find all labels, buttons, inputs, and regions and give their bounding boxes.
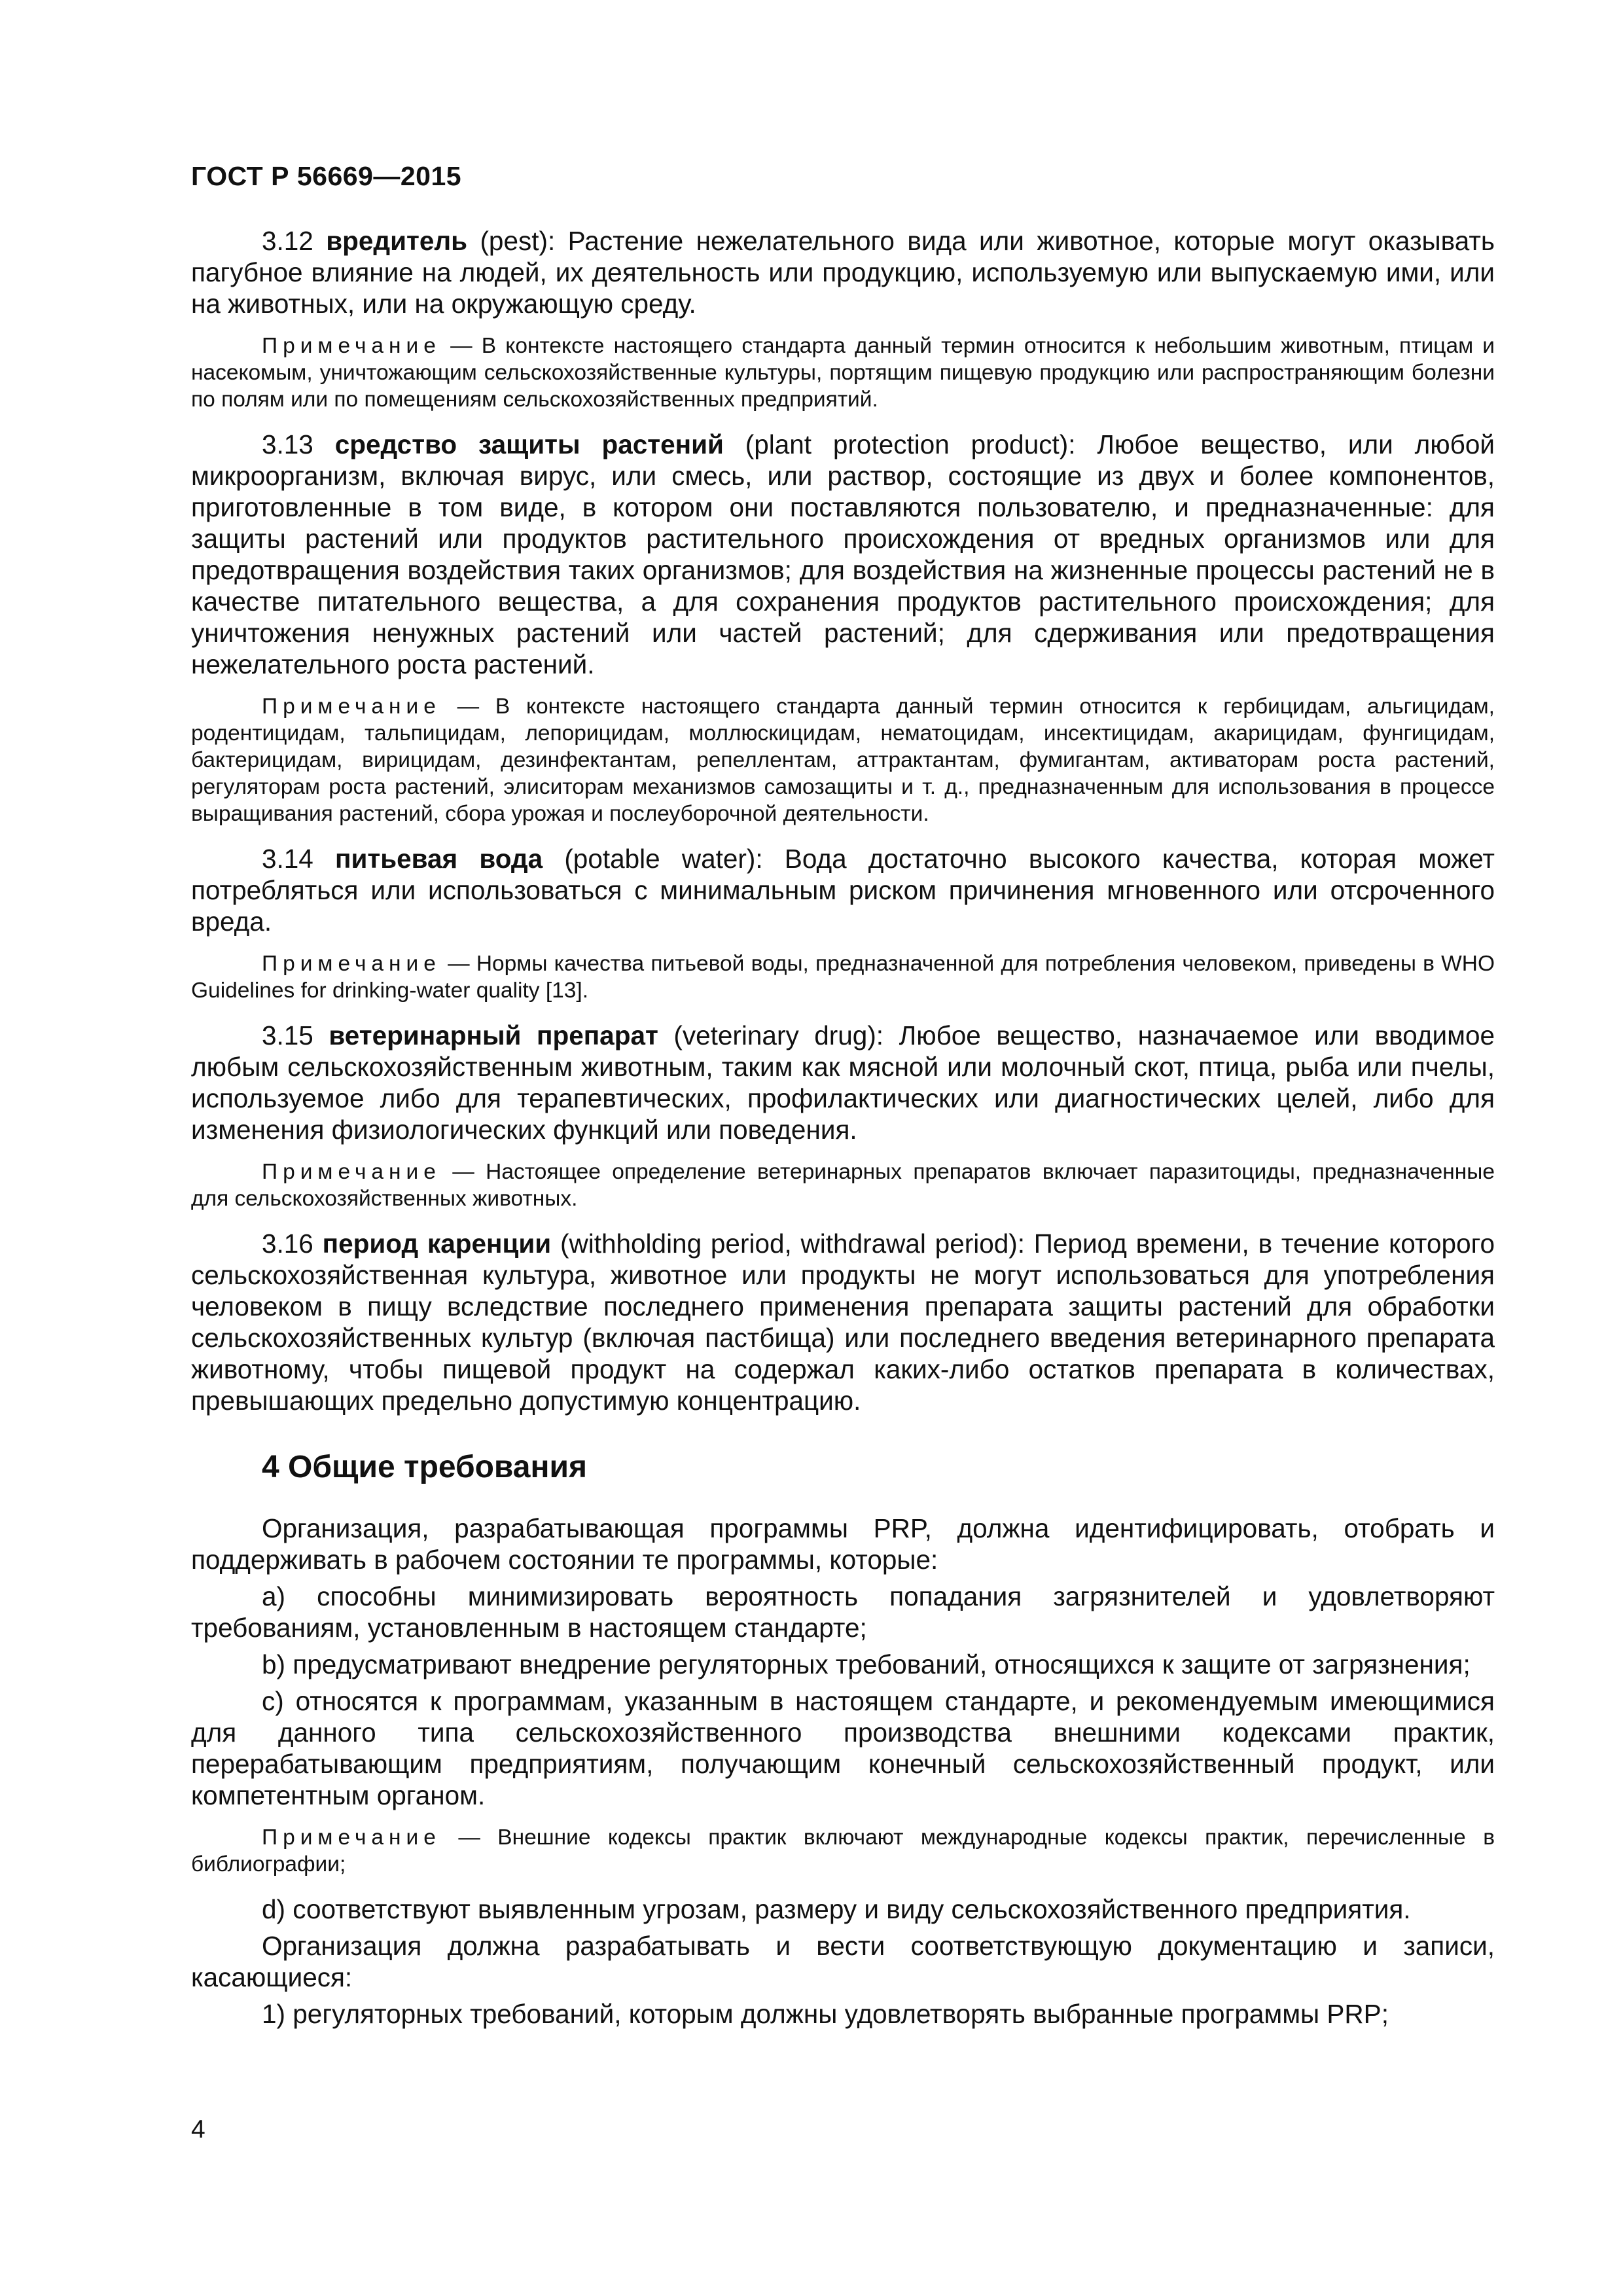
list-item-a <box>191 1581 1495 1643</box>
note-text: — Внешние кодексы практик включают международные кодексы практик, перечисленные в библиографии; <box>191 1825 1495 1876</box>
note-3-13 <box>191 693 1495 827</box>
list-item-text: предусматривают внедрение регуляторных требований, относящихся к защите от загрязнения; <box>293 1649 1471 1679</box>
term-number: 3.15 <box>262 1020 313 1050</box>
note-label: Примечание <box>262 694 441 719</box>
note-3-12 <box>191 332 1495 413</box>
term-definition-3-12 <box>191 225 1495 319</box>
list-item-1 <box>191 1998 1495 2030</box>
term-number: 3.12 <box>262 226 313 256</box>
document-body <box>191 225 1495 2035</box>
note-text: — В контексте настоящего стандарта данный термин относится к гербицидам, альгицидам, родентицидам, тальпицидам, лепорицидам, моллюскицидам, нематоцидам, инсектицидам, акарицидам, фунгицидам, бактерицидам, вирицидам, дезинфектантам, репеллентам, аттрактантам, фумигантам, активаторам роста растений, регуляторам роста растений, элиситорам механизмов самозащиты и т. д., предназначенным для использования в процессе выращивания растений, сбора урожая и послеуборочной деятельности. <box>191 694 1495 826</box>
note-3-15 <box>191 1158 1495 1212</box>
term-name: средство защиты растений <box>334 429 724 459</box>
term-text: (pest): Растение нежелательного вида или животное, которые могут оказывать пагубное влияние на людей, их деятельность или продукцию, используемую или выпускаемую ими, или на животных, или на окружающую среду. <box>191 226 1495 319</box>
term-text: (plant protection product): Любое вещество, или любой микроорганизм, включая вирус, или смесь, или раствор, состоящие из двух и более компонентов, приготовленные в том виде, в котором они поставляются пользователю, и предназначенные: для защиты растений или продуктов растительного происхождения от вредных организмов или для предотвращения воздействия таких организмов; для воздействия на жизненные процессы растений не в качестве питательного вещества, а для сохранения продуктов растительного происхождения; для уничтожения ненужных растений или частей растений; для сдерживания или предотвращения нежелательного роста растений. <box>191 429 1495 679</box>
term-definition-3-13 <box>191 429 1495 680</box>
term-definition-3-15 <box>191 1020 1495 1145</box>
note-label: Примечание <box>262 1160 441 1184</box>
note-section-4 <box>191 1824 1495 1878</box>
term-text: (withholding period, withdrawal period): Период времени, в течение которого сельскохозяйственная культура, животное или продукты не могут использоваться для употребления человеком в пищу вследствие последнего применения препарата защиты растений для обработки сельскохозяйственных культур (включая пастбища) или последнего введения ветеринарного препарата животному, чтобы пищевой продукт на содержал каких-либо остатков препарата в количествах, превышающих предельно допустимую концентрацию. <box>191 1229 1495 1416</box>
term-name: вредитель <box>326 226 468 256</box>
note-label: Примечание <box>262 334 441 358</box>
document-header: ГОСТ Р 56669—2015 <box>191 161 462 191</box>
page-number: 4 <box>191 2115 205 2144</box>
section-intro: Организация, разрабатывающая программы PRP, должна идентифицировать, отобрать и поддерживать в рабочем состоянии те программы, которые: <box>191 1513 1495 1575</box>
list-marker: c) <box>262 1686 284 1716</box>
note-3-14 <box>191 950 1495 1004</box>
list-item-text: способны минимизировать вероятность попадания загрязнителей и удовлетворяют требованиям, установленным в настоящем стандарте; <box>191 1581 1495 1643</box>
list-item-c <box>191 1685 1495 1811</box>
note-label: Примечание <box>262 1825 441 1850</box>
list-marker: 1) <box>262 1999 286 2029</box>
term-text: (potable water): Вода достаточно высокого качества, которая может потребляться или использоваться с минимальным риском причинения мгновенного или отсроченного вреда. <box>191 844 1495 937</box>
term-number: 3.13 <box>262 429 313 459</box>
term-number: 3.14 <box>262 844 313 874</box>
note-text: — Настоящее определение ветеринарных препаратов включает паразитоциды, предназначенные для сельскохозяйственных животных. <box>191 1160 1495 1211</box>
term-name: период каренции <box>322 1229 552 1259</box>
section-title: 4 Общие требования <box>262 1450 587 1484</box>
list-item-text: соответствуют выявленным угрозам, размеру и виду сельскохозяйственного предприятия. <box>293 1894 1411 1924</box>
term-definition-3-16 <box>191 1228 1495 1416</box>
list-marker: a) <box>262 1581 286 1611</box>
note-label: Примечание <box>262 952 441 976</box>
list-item-d <box>191 1893 1495 1925</box>
term-name: ветеринарный препарат <box>329 1020 658 1050</box>
list-item-text: регуляторных требований, которым должны удовлетворять выбранные программы PRP; <box>293 1999 1389 2029</box>
note-text: — Нормы качества питьевой воды, предназначенной для потребления человеком, приведены в WHO Guidelines for drinking-water quality [13]. <box>191 952 1495 1003</box>
list-item-text: относятся к программам, указанным в настоящем стандарте, и рекомендуемым имеющимися для данного типа сельскохозяйственного производства внешними кодексами практик, перерабатывающим предприятиям, получающим конечный сельскохозяйственный продукт, или компетентным органом. <box>191 1686 1495 1810</box>
term-text: (veterinary drug): Любое вещество, назначаемое или вводимое любым сельскохозяйственным животным, таким как мясной или молочный скот, птица, рыба или пчелы, используемое либо для терапевтических, профилактических или диагностических целей, либо для изменения физиологических функций или поведения. <box>191 1020 1495 1145</box>
term-name: питьевая вода <box>335 844 543 874</box>
note-text: — В контексте настоящего стандарта данный термин относится к небольшим животным, птицам и насекомым, уничтожающим сельскохозяйственные культуры, портящим пищевую продукцию или распространяющим болезни по полям или по помещениям сельскохозяйственных предприятий. <box>191 334 1495 412</box>
list-marker: d) <box>262 1894 286 1924</box>
term-definition-3-14 <box>191 843 1495 937</box>
documentation-paragraph: Организация должна разрабатывать и вести соответствующую документацию и записи, касающиеся: <box>191 1931 1495 1992</box>
list-marker: b) <box>262 1649 286 1679</box>
term-number: 3.16 <box>262 1229 313 1259</box>
list-item-b <box>191 1649 1495 1680</box>
